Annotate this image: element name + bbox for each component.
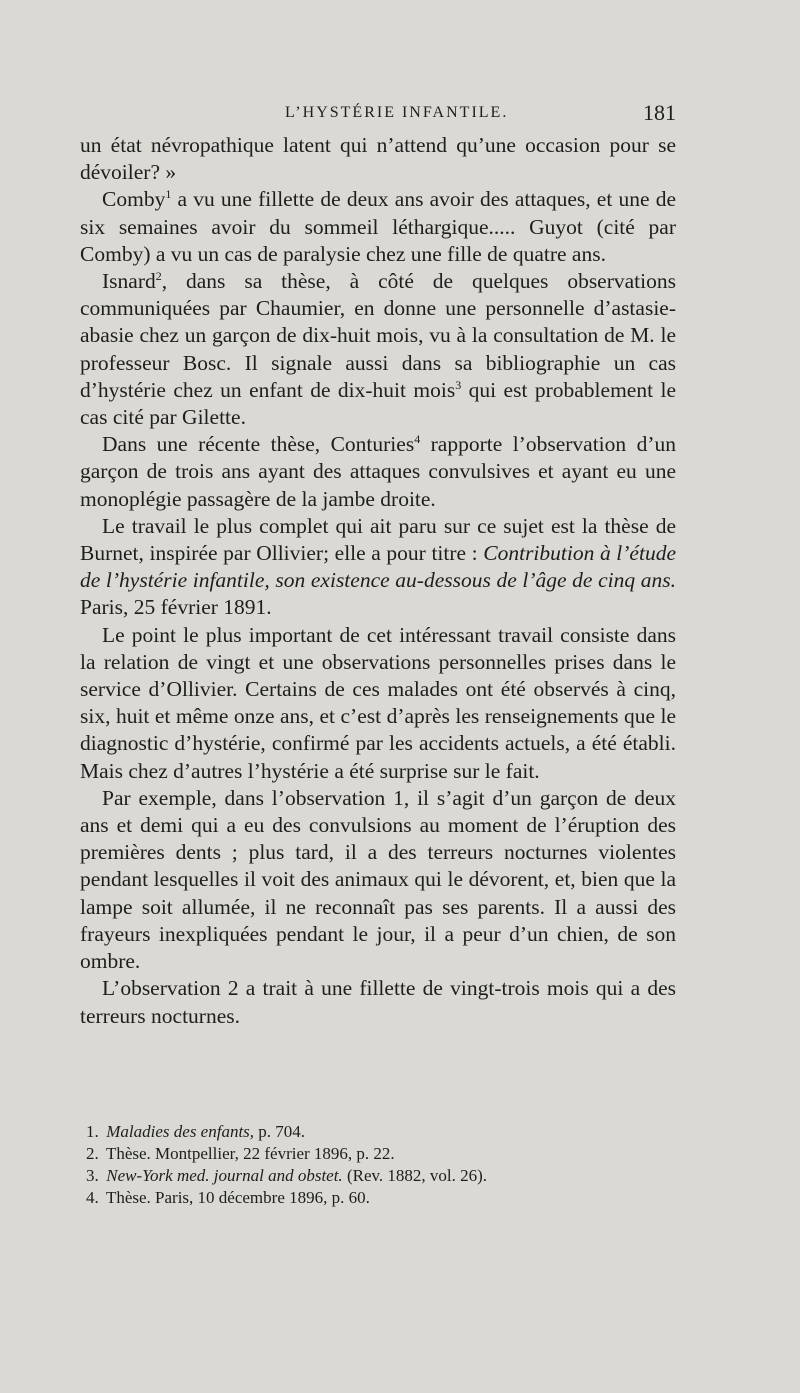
paragraph-6: Le point le plus important de cet intéressant travail consiste dans la relation de vingt et une observations personnelles prises dans le service d’Ollivier. Certains de ces malades ont été observés à cinq, six, huit et même onze ans, et c’est d’après les renseignements que le diagnostic d’hystérie, confirmé par les accidents actuels, a été établi. Mais chez d’autres l’hystérie a été surprise sur le fait. <box>80 622 676 783</box>
body-text <box>80 132 676 1030</box>
footnote-ref-3[interactable]: 3 <box>455 377 462 392</box>
running-head: L’HYSTÉRIE INFANTILE. <box>285 104 509 121</box>
page-number: 181 <box>643 100 676 125</box>
footnotes <box>80 1121 676 1209</box>
footnote-ref-1[interactable]: 1 <box>165 187 172 202</box>
thesis-title: Contribution à l’étude de l’hystérie infantile, son existence au-dessous de l’âge de cinq ans. <box>80 541 676 593</box>
page-header <box>80 100 676 130</box>
paragraph-4: Dans une récente thèse, Conturies$^4$ rapporte l’observation d’un garçon de trois ans ayant des attaques convulsives et ayant eu une monoplégie passagère de la jambe droite. <box>80 432 676 511</box>
footnote-ref-4[interactable]: 4 <box>414 432 421 447</box>
paragraph-1: un état névropathique latent qui n’attend qu’une occasion pour se dévoiler? » <box>80 133 676 185</box>
paragraph-2: Comby$^1$ a vu une fillette de deux ans avoir des attaques, et une de six semaines avoir du sommeil léthargique..... Guyot (cité par Comby) a vu un cas de paralysie chez une fille de quatre ans. <box>80 187 676 266</box>
paragraph-7: Par exemple, dans l’observation 1, il s’agit d’un garçon de deux ans et demi qui a eu des convulsions au moment de l’éruption des premières dents ; plus tard, il a des terreurs nocturnes violentes pendant lesquelles il voit des animaux qui le dévorent, et, bien que la lampe soit allumée, il ne reconnaît pas ses parents. Il a aussi des frayeurs inexpliquées pendant le jour, il a peur d’un chien, de son ombre. <box>80 785 676 974</box>
footnote-ref-2[interactable]: 2 <box>155 269 162 284</box>
footnote-4: 4. Thèse. Paris, 10 décembre 1896, p. 60. <box>86 1188 370 1207</box>
paragraph-8: L’observation 2 a trait à une fillette de vingt-trois mois qui a des terreurs nocturnes. <box>80 976 676 1028</box>
paragraph-3: Isnard$^2$, dans sa thèse, à côté de quelques observations communiquées par Chaumier, en donne une personnelle d’astasie-abasie chez un garçon de dix-huit mois, vu à la consultation de M. le professeur Bosc. Il signale aussi dans sa bibliographie un cas d’hystérie chez un enfant de dix-huit mois$^3$ qui est probablement le cas cité par Gilette. <box>80 269 676 430</box>
footnote-2: 2. Thèse. Montpellier, 22 février 1896, p. 22. <box>86 1144 395 1163</box>
paragraph-5: Le travail le plus complet qui ait paru sur ce sujet est la thèse de Burnet, inspirée par Ollivier; elle a pour titre : Contribution à l’étude de l’hystérie infantile, son existence au-dessous de l’âge de cinq ans. Paris, 25 février 1891. <box>80 513 676 620</box>
footnote-1: 1. Maladies des enfants, p. 704. <box>86 1122 306 1141</box>
footnote-3: 3. New-York med. journal and obstet. (Rev. 1882, vol. 26). <box>86 1166 488 1185</box>
